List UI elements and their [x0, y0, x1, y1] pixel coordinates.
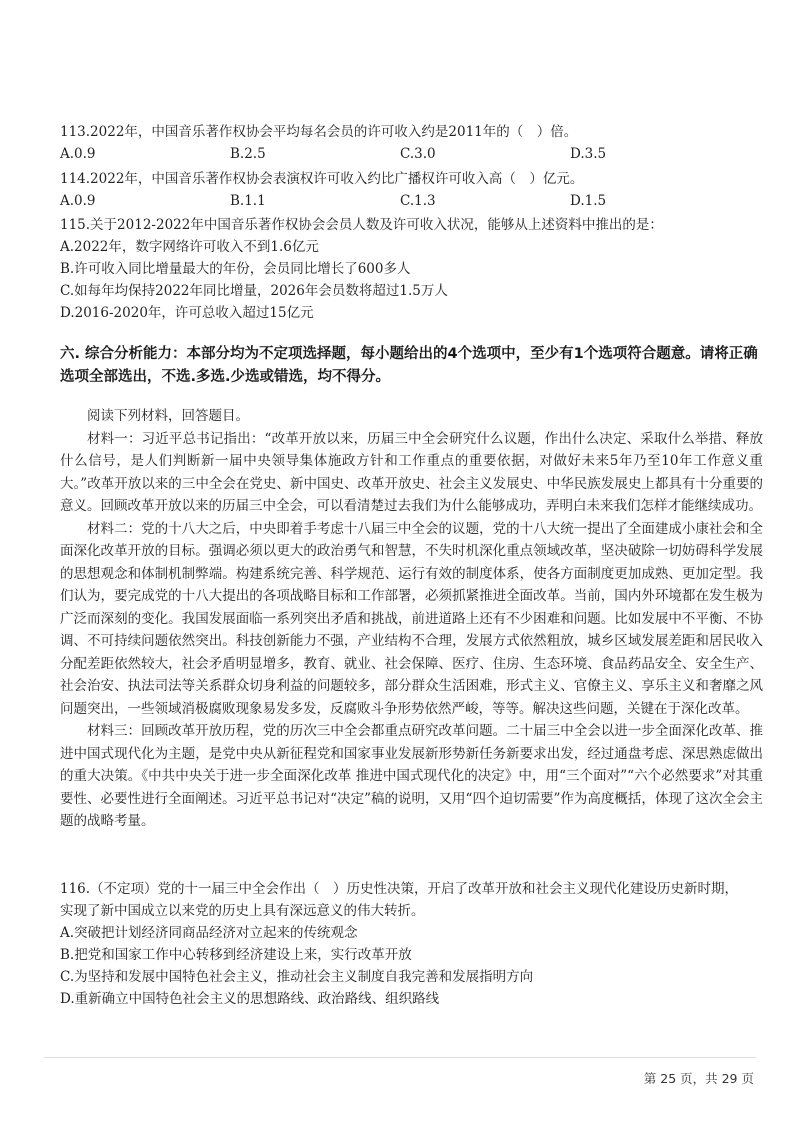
material-2: 材料二：党的十八大之后，中央即着手考虑十八届三中全会的议题，党的十八大统一提出了全面建成小康社会和全面深化改革开放的目标。强调必须以更大的政治勇气和智慧，不失时机深化重点领域改革，坚决破除一切妨碍科学发展的思想观念和体制机制弊端。构建系统完善、科学规范、运行有效的制度体系，使各方面制度更加成熟、更加定型。我们认为，要完成党的十八大提出的各项战略目标和工作部署，必须抓紧推进全面改革。当前，国内外环境都在发生极为广泛而深刻的变化。我国发展面临一系列突出矛盾和挑战，前进道路上还有不少困难和问题。比如发展中不平衡、不协调、不可持续问题依然突出。科技创新能力不强，产业结构不合理，发展方式依然粗放，城乡区域发展差距和居民收入分配差距依然较大，社会矛盾明显增多，教育、就业、社会保障、医疗、住房、生态环境、食品药品安全、安全生产、社会治安、执法司法等关系群众切身利益的问题较多，部分群众生活困难，形式主义、官僚主义、享乐主义和奢靡之风问题突出，一些领域消极腐败现象易发多发，反腐败斗争形势依然严峻，等等。解决这些问题，关键在于深化改革。 [60, 520, 763, 717]
option-d: D.2016-2020年，许可总收入超过15亿元 [60, 305, 314, 321]
option-b: B.把党和国家工作中心转移到经济建设上来，实行改革开放 [60, 947, 412, 963]
question-stem: 116.（不定项）党的十一届三中全会作出（ ）历史性决策，开启了改革开放和社会主义现代化建设历史新时期， [60, 881, 739, 897]
question-stem-continued: 实现了新中国成立以来党的历史上具有深远意义的伟大转折。 [60, 903, 425, 919]
question-stem: 114.2022年，中国音乐著作权协会表演权许可收入约比广播权许可收入高（ ）亿元。 [60, 171, 584, 187]
option-b: B.2.5 [230, 146, 266, 162]
section-heading: 六. 综合分析能力：本部分均为不定项选择题，每小题给出的4个选项中，至少有1个选项符合题意。请将正确选项全部选出，不选.多选.少选或错选，均不得分。 [60, 346, 758, 385]
page-number: 第 25 页，共 29 页 [643, 1071, 754, 1086]
question-113 [60, 121, 760, 165]
option-c: C.3.0 [400, 146, 436, 162]
question-stem: 113.2022年，中国音乐著作权协会平均每名会员的许可收入约是2011年的（ ）倍。 [60, 124, 578, 140]
question-115 [60, 214, 760, 324]
material-3: 材料三：回顾改革开放历程，党的历次三中全会都重点研究改革问题。二十届三中全会以进一步全面深化改革、推进中国式现代化为主题，是党中央从新征程党和国家事业发展新形势新任务新要求出发，经过通盘考虑、深思熟虑做出的重大决策。《中共中央关于进一步全面深化改革 推进中国式现代化的决定》中，用“三个面对”“六个必然要求”对其重要性、必要性进行全面阐述。习近平总书记对“决定”稿的说明，又用“四个迫切需要”作为高度概括，体现了这次全会主题的战略考量。 [60, 723, 763, 829]
footer-divider [44, 1057, 756, 1058]
option-a: A.突破把计划经济同商品经济对立起来的传统观念 [60, 925, 358, 941]
option-c: C.1.3 [400, 193, 436, 209]
option-c: C.为坚持和发展中国特色社会主义，推动社会主义制度自我完善和发展指明方向 [60, 969, 534, 985]
option-a: A.0.9 [60, 146, 96, 162]
option-row [60, 143, 760, 165]
option-b: B.1.1 [230, 193, 266, 209]
option-a: A.0.9 [60, 193, 96, 209]
option-c: C.如每年均保持2022年同比增量，2026年会员数将超过1.5万人 [60, 283, 448, 299]
reading-passage [60, 405, 763, 833]
option-b: B.许可收入同比增量最大的年份，会员同比增长了600多人 [60, 261, 411, 277]
question-116 [60, 878, 760, 1010]
option-row [60, 190, 760, 212]
option-d: D.1.5 [570, 193, 607, 209]
material-1: 材料一：习近平总书记指出：“改革开放以来，历届三中全会研究什么议题，作出什么决定、采取什么举措、释放什么信号，是人们判断新一届中央领导集体施政方针和工作重点的重要依据，对做好未来5年乃至10年工作意义重大。”改革开放以来的三中全会在党史、新中国史、改革开放史、社会主义发展史、中华民族发展史上都具有十分重要的意义。回顾改革开放以来的历届三中全会，可以看清楚过去我们为什么能够成功，弄明白未来我们怎样才能继续成功。 [60, 430, 763, 514]
option-d: D.重新确立中国特色社会主义的思想路线、政治路线、组织路线 [60, 991, 440, 1007]
passage-intro: 阅读下列材料，回答题目。 [87, 408, 249, 424]
question-114 [60, 168, 760, 212]
option-a: A.2022年，数字网络许可收入不到1.6亿元 [60, 239, 319, 255]
option-d: D.3.5 [570, 146, 607, 162]
question-stem: 115.关于2012-2022年中国音乐著作权协会会员人数及许可收入状况，能够从上述资料中推出的是： [60, 217, 663, 233]
